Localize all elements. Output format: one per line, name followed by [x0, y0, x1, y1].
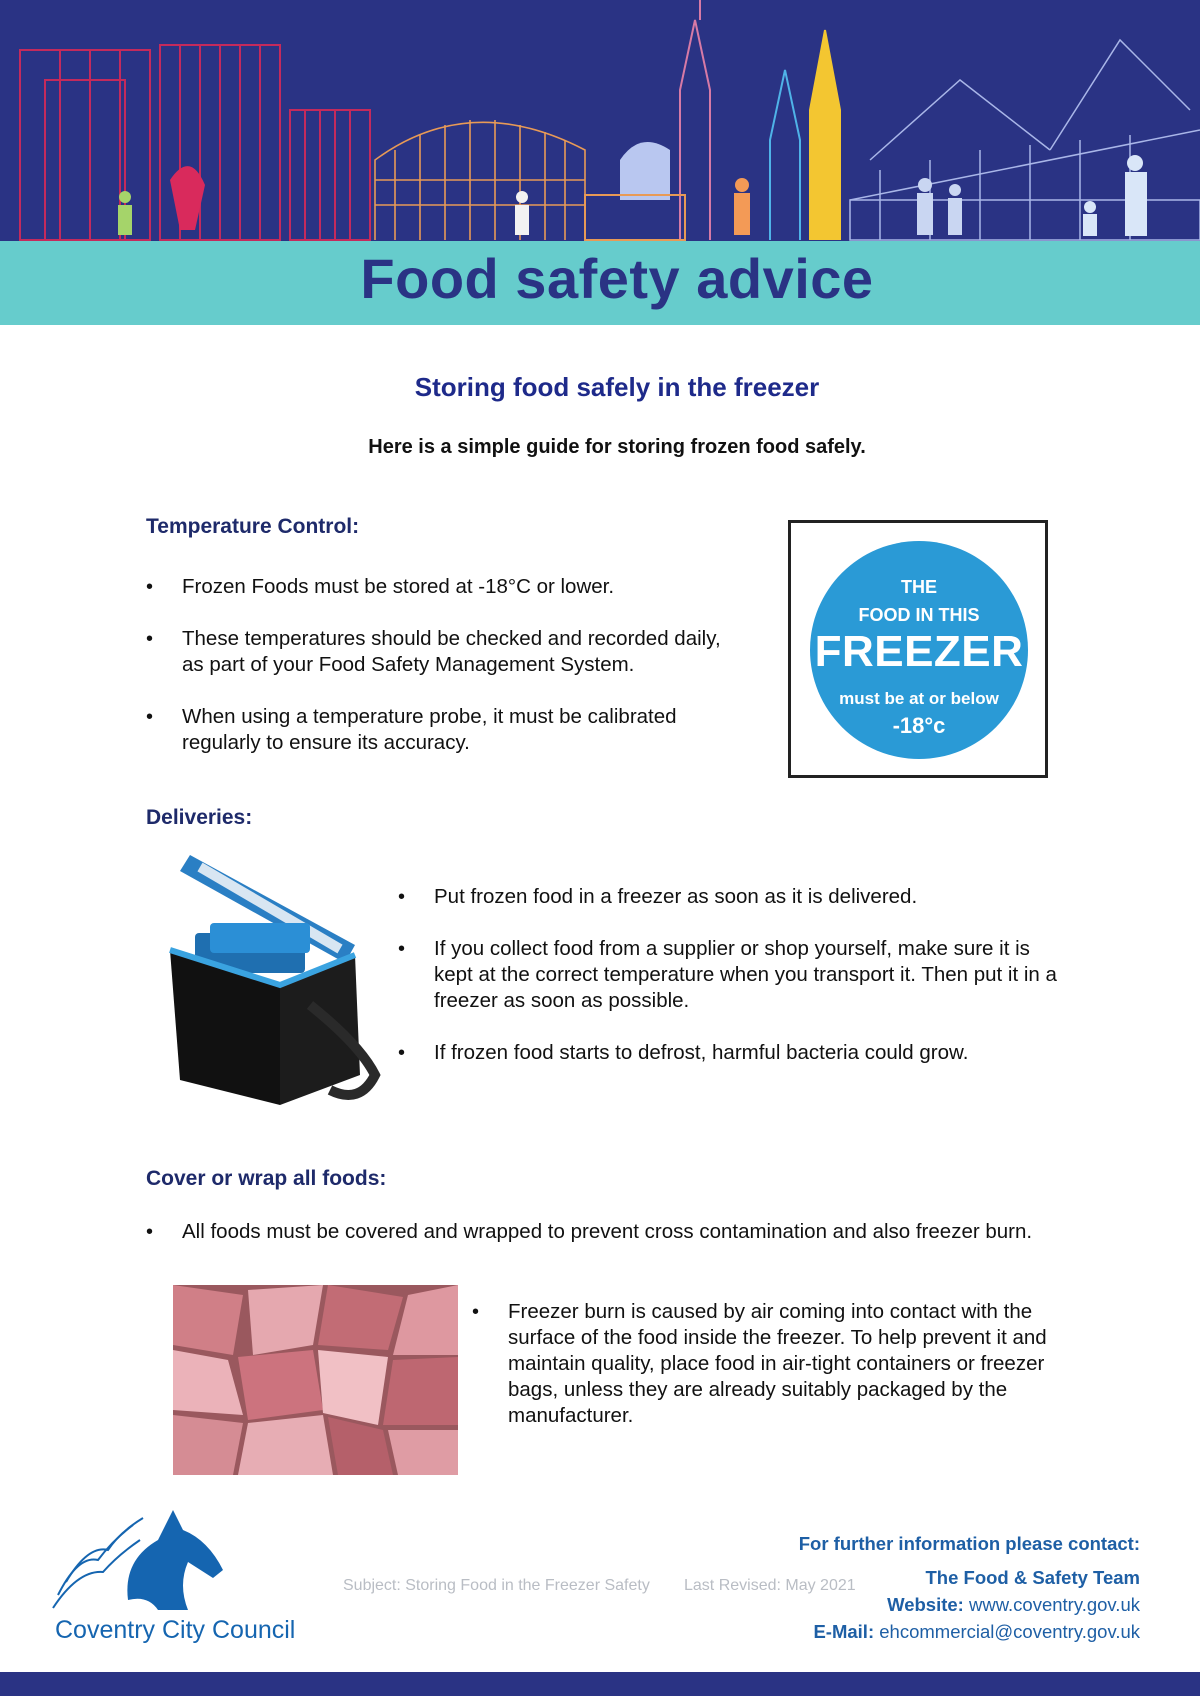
council-logo	[48, 1500, 238, 1615]
cool-bag-illustration	[160, 845, 385, 1105]
list-item: • Put frozen food in a freezer as soon as it is delivered.	[398, 884, 1058, 910]
contact-heading: For further information please contact:	[798, 1533, 1140, 1554]
contact-email	[813, 1621, 1140, 1643]
temperature-bullets	[146, 574, 746, 782]
page-title: Food safety advice	[360, 247, 874, 310]
deliveries-bullets	[398, 884, 1058, 1092]
list-item: • These temperatures should be checked and recorded daily, as part of your Food Safety Management System.	[146, 626, 746, 678]
freezer-temperature-sign	[788, 520, 1048, 778]
footer-subject: Subject: Storing Food in the Freezer Safety	[343, 1577, 650, 1594]
contact-website	[887, 1594, 1140, 1616]
list-item: • All foods must be covered and wrapped to prevent cross contamination and also freezer burn.	[146, 1219, 1066, 1245]
temperature-heading: Temperature Control:	[146, 515, 360, 538]
frozen-meat-illustration	[173, 1285, 458, 1475]
header-banner	[0, 0, 1200, 242]
deliveries-heading: Deliveries:	[146, 806, 253, 829]
sign-temperature: -18°c	[892, 713, 946, 738]
list-item: • If you collect food from a supplier or shop yourself, make sure it is kept at the correct temperature when you transport it. Then put it in a freezer as soon as possible.	[398, 936, 1058, 1014]
cover-bullets	[146, 1219, 1066, 1271]
sign-line: must be at or below	[839, 689, 999, 708]
frozen-meat-photo	[173, 1285, 458, 1475]
list-item: • When using a temperature probe, it must be calibrated regularly to ensure its accuracy.	[146, 704, 746, 756]
email-link[interactable]: ehcommercial@coventry.gov.uk	[879, 1621, 1140, 1642]
list-item: • Freezer burn is caused by air coming into contact with the surface of the food inside the freezer. To help prevent it and maintain quality, place food in air-tight containers or freezer bags, unless they are already suitably packaged by the manufacturer.	[472, 1299, 1052, 1429]
cool-bag-image	[160, 845, 385, 1105]
sign-line: THE	[901, 577, 937, 597]
list-item: • Frozen Foods must be stored at -18°C or lower.	[146, 574, 746, 600]
council-name: Coventry City Council	[55, 1616, 296, 1644]
list-item: • If frozen food starts to defrost, harmful bacteria could grow.	[398, 1040, 1058, 1066]
sign-line-main: FREEZER	[814, 627, 1024, 676]
contact-team: The Food & Safety Team	[925, 1567, 1140, 1588]
website-link[interactable]: www.coventry.gov.uk	[968, 1594, 1140, 1615]
footer-revised: Last Revised: May 2021	[684, 1577, 856, 1594]
intro-text: Here is a simple guide for storing frozen food safely.	[368, 436, 866, 458]
cover-heading: Cover or wrap all foods:	[146, 1167, 387, 1190]
sign-line: FOOD IN THIS	[858, 605, 980, 625]
page-subtitle: Storing food safely in the freezer	[414, 372, 820, 402]
footer-bar	[0, 1672, 1200, 1696]
freezer-burn-bullets	[472, 1299, 1052, 1455]
website-label: Website:	[887, 1594, 964, 1615]
horse-logo-icon	[48, 1500, 238, 1615]
freezer-sign-circle	[810, 541, 1028, 759]
city-skyline-illustration	[0, 0, 1200, 242]
email-label: E-Mail:	[813, 1621, 875, 1642]
